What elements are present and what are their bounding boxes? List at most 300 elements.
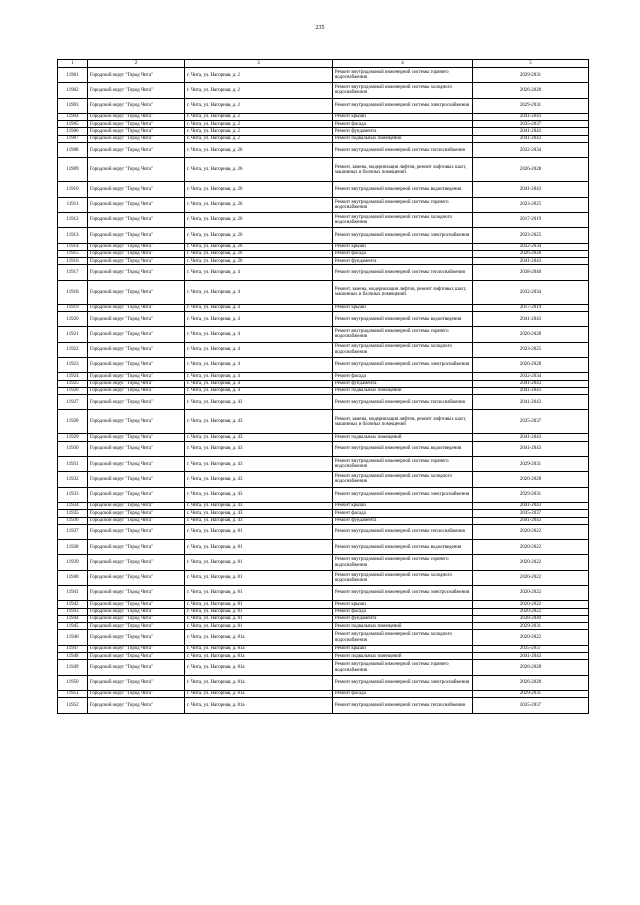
- work-type-cell: Ремонт, замена, модернизация лифтов, ремонт лифтовых шахт, машинных и блочных помещений: [333, 158, 473, 182]
- address-cell: г. Чита, ул. Нагорная, д. 2: [185, 83, 333, 98]
- municipality-cell: Городской округ "Город Чита": [88, 653, 185, 660]
- header-col-5: 5: [473, 60, 589, 68]
- table-row: [58, 395, 589, 410]
- period-cell: 2026-2028: [473, 250, 589, 257]
- period-cell: 2020-2022: [473, 555, 589, 570]
- municipality-cell: Городской округ "Город Чита": [88, 645, 185, 652]
- period-cell: 2020-2022: [473, 585, 589, 600]
- row-number-cell: 11940: [58, 570, 88, 585]
- period-cell: 2020-2022: [473, 540, 589, 555]
- address-cell: г. Чита, ул. Нагорная, д. 26: [185, 250, 333, 257]
- work-type-cell: Ремонт внутридомовой инженерной системы холодного водоснабжения: [333, 570, 473, 585]
- address-cell: г. Чита, ул. Нагорная, д. 26: [185, 158, 333, 182]
- row-number-cell: 11923: [58, 357, 88, 372]
- work-type-cell: Ремонт подвальных помещений: [333, 653, 473, 660]
- period-cell: 2041-2043: [473, 502, 589, 509]
- municipality-cell: Городской округ "Город Чита": [88, 312, 185, 327]
- municipality-cell: Городской округ "Город Чита": [88, 660, 185, 675]
- address-cell: г. Чита, ул. Нагорная, д. 81а: [185, 690, 333, 697]
- work-type-cell: Ремонт внутридомовой инженерной системы холодного водоснабжения: [333, 342, 473, 357]
- table-row: [58, 135, 589, 142]
- table-row: [58, 434, 589, 441]
- period-cell: 2032-2034: [473, 280, 589, 304]
- municipality-cell: Городской округ "Город Чита": [88, 197, 185, 212]
- address-cell: г. Чита, ул. Нагорная, д. 81: [185, 615, 333, 622]
- work-type-cell: Ремонт фасада: [333, 121, 473, 128]
- period-cell: 2041-2043: [473, 182, 589, 197]
- header-col-4: 4: [333, 60, 473, 68]
- row-number-cell: 11951: [58, 690, 88, 697]
- period-cell: 2020-2022: [473, 570, 589, 585]
- address-cell: г. Чита, ул. Нагорная, д. 43: [185, 487, 333, 502]
- table-row: [58, 304, 589, 311]
- row-number-cell: 11917: [58, 265, 88, 280]
- row-number-cell: 11942: [58, 601, 88, 608]
- table-row: [58, 623, 589, 630]
- period-cell: 2017-2019: [473, 212, 589, 227]
- row-number-cell: 11902: [58, 83, 88, 98]
- row-number-cell: 11928: [58, 410, 88, 434]
- period-cell: 2023-2025: [473, 228, 589, 243]
- row-number-cell: 11933: [58, 487, 88, 502]
- period-cell: 2026-2028: [473, 158, 589, 182]
- work-type-cell: Ремонт внутридомовой инженерной системы горячего водоснабжения: [333, 555, 473, 570]
- address-cell: г. Чита, ул. Нагорная, д. 2: [185, 98, 333, 113]
- municipality-cell: Городской округ "Город Чита": [88, 517, 185, 524]
- municipality-cell: Городской округ "Город Чита": [88, 441, 185, 456]
- period-cell: 2032-2034: [473, 373, 589, 380]
- row-number-cell: 11935: [58, 510, 88, 517]
- table-row: [58, 250, 589, 257]
- row-number-cell: 11912: [58, 212, 88, 227]
- row-number-cell: 11904: [58, 113, 88, 120]
- period-cell: 2035-2037: [473, 121, 589, 128]
- period-cell: 2041-2043: [473, 395, 589, 410]
- row-number-cell: 11913: [58, 228, 88, 243]
- table-row: [58, 570, 589, 585]
- row-number-cell: 11950: [58, 675, 88, 690]
- work-type-cell: Ремонт фасада: [333, 373, 473, 380]
- work-type-cell: Ремонт фундамента: [333, 128, 473, 135]
- table-row: [58, 630, 589, 645]
- row-number-cell: 11901: [58, 68, 88, 83]
- period-cell: 2041-2043: [473, 113, 589, 120]
- address-cell: г. Чита, ул. Нагорная, д. 4: [185, 280, 333, 304]
- row-number-cell: 11908: [58, 143, 88, 158]
- work-type-cell: Ремонт крыши: [333, 502, 473, 509]
- municipality-cell: Городской округ "Город Чита": [88, 212, 185, 227]
- work-type-cell: Ремонт фасада: [333, 608, 473, 615]
- repair-schedule-table: [57, 59, 589, 714]
- address-cell: г. Чита, ул. Нагорная, д. 81: [185, 585, 333, 600]
- municipality-cell: Городской округ "Город Чита": [88, 502, 185, 509]
- work-type-cell: Ремонт подвальных помещений: [333, 135, 473, 142]
- address-cell: г. Чита, ул. Нагорная, д. 43: [185, 457, 333, 472]
- period-cell: 2041-2043: [473, 441, 589, 456]
- row-number-cell: 11905: [58, 121, 88, 128]
- municipality-cell: Городской округ "Город Чита": [88, 327, 185, 342]
- table-row: [58, 83, 589, 98]
- table-row: [58, 441, 589, 456]
- table-row: [58, 357, 589, 372]
- municipality-cell: Городской округ "Город Чита": [88, 380, 185, 387]
- address-cell: г. Чита, ул. Нагорная, д. 26: [185, 212, 333, 227]
- work-type-cell: Ремонт фундамента: [333, 380, 473, 387]
- work-type-cell: Ремонт внутридомовой инженерной системы водоотведения: [333, 312, 473, 327]
- row-number-cell: 11932: [58, 472, 88, 487]
- municipality-cell: Городской округ "Город Чита": [88, 182, 185, 197]
- work-type-cell: Ремонт фасада: [333, 690, 473, 697]
- work-type-cell: Ремонт внутридомовой инженерной системы горячего водоснабжения: [333, 68, 473, 83]
- period-cell: 2038-2040: [473, 265, 589, 280]
- municipality-cell: Городской округ "Город Чита": [88, 304, 185, 311]
- municipality-cell: Городской округ "Город Чита": [88, 228, 185, 243]
- row-number-cell: 11924: [58, 373, 88, 380]
- table-body: [58, 68, 589, 714]
- address-cell: г. Чита, ул. Нагорная, д. 81а: [185, 630, 333, 645]
- row-number-cell: 11919: [58, 304, 88, 311]
- municipality-cell: Городской округ "Город Чита": [88, 601, 185, 608]
- municipality-cell: Городской округ "Город Чита": [88, 457, 185, 472]
- row-number-cell: 11945: [58, 623, 88, 630]
- table-row: [58, 698, 589, 713]
- work-type-cell: Ремонт внутридомовой инженерной системы электроснабжения: [333, 228, 473, 243]
- work-type-cell: Ремонт фасада: [333, 250, 473, 257]
- municipality-cell: Городской округ "Город Чита": [88, 690, 185, 697]
- work-type-cell: Ремонт крыши: [333, 601, 473, 608]
- municipality-cell: Городской округ "Город Чита": [88, 342, 185, 357]
- address-cell: г. Чита, ул. Нагорная, д. 43: [185, 441, 333, 456]
- period-cell: 2020-2022: [473, 608, 589, 615]
- table-row: [58, 690, 589, 697]
- address-cell: г. Чита, ул. Нагорная, д. 4: [185, 304, 333, 311]
- table-row: [58, 128, 589, 135]
- table-row: [58, 601, 589, 608]
- row-number-cell: 11906: [58, 128, 88, 135]
- municipality-cell: Городской округ "Город Чита": [88, 608, 185, 615]
- work-type-cell: Ремонт, замена, модернизация лифтов, ремонт лифтовых шахт, машинных и блочных помещений: [333, 410, 473, 434]
- period-cell: 2026-2028: [473, 327, 589, 342]
- work-type-cell: Ремонт внутридомовой инженерной системы электроснабжения: [333, 357, 473, 372]
- page-number: 235: [315, 25, 325, 31]
- table-row: [58, 585, 589, 600]
- address-cell: г. Чита, ул. Нагорная, д. 43: [185, 510, 333, 517]
- municipality-cell: Городской округ "Город Чита": [88, 387, 185, 394]
- period-cell: 2017-2019: [473, 304, 589, 311]
- period-cell: 2041-2043: [473, 380, 589, 387]
- table-row: [58, 517, 589, 524]
- municipality-cell: Городской округ "Город Чита": [88, 83, 185, 98]
- municipality-cell: Городской округ "Город Чита": [88, 524, 185, 539]
- municipality-cell: Городской округ "Город Чита": [88, 357, 185, 372]
- address-cell: г. Чита, ул. Нагорная, д. 81а: [185, 698, 333, 713]
- work-type-cell: Ремонт внутридомовой инженерной системы горячего водоснабжения: [333, 660, 473, 675]
- municipality-cell: Городской округ "Город Чита": [88, 98, 185, 113]
- row-number-cell: 11938: [58, 540, 88, 555]
- row-number-cell: 11941: [58, 585, 88, 600]
- row-number-cell: 11934: [58, 502, 88, 509]
- address-cell: г. Чита, ул. Нагорная, д. 81: [185, 540, 333, 555]
- address-cell: г. Чита, ул. Нагорная, д. 26: [185, 258, 333, 265]
- municipality-cell: Городской округ "Город Чита": [88, 395, 185, 410]
- row-number-cell: 11922: [58, 342, 88, 357]
- table-row: [58, 342, 589, 357]
- row-number-cell: 11903: [58, 98, 88, 113]
- municipality-cell: Городской округ "Город Чита": [88, 472, 185, 487]
- municipality-cell: Городской округ "Город Чита": [88, 615, 185, 622]
- address-cell: г. Чита, ул. Нагорная, д. 43: [185, 434, 333, 441]
- period-cell: 2020-2022: [473, 524, 589, 539]
- row-number-cell: 11929: [58, 434, 88, 441]
- table-row: [58, 524, 589, 539]
- work-type-cell: Ремонт фасада: [333, 510, 473, 517]
- work-type-cell: Ремонт подвальных помещений: [333, 387, 473, 394]
- municipality-cell: Городской округ "Город Чита": [88, 623, 185, 630]
- work-type-cell: Ремонт, замена, модернизация лифтов, ремонт лифтовых шахт, машинных и блочных помещений: [333, 280, 473, 304]
- municipality-cell: Городской округ "Город Чита": [88, 630, 185, 645]
- table-row: [58, 143, 589, 158]
- address-cell: г. Чита, ул. Нагорная, д. 81: [185, 608, 333, 615]
- address-cell: г. Чита, ул. Нагорная, д. 43: [185, 395, 333, 410]
- row-number-cell: 11931: [58, 457, 88, 472]
- header-col-2: 2: [88, 60, 185, 68]
- row-number-cell: 11952: [58, 698, 88, 713]
- address-cell: г. Чита, ул. Нагорная, д. 81: [185, 524, 333, 539]
- period-cell: 2038-2040: [473, 615, 589, 622]
- municipality-cell: Городской округ "Город Чита": [88, 570, 185, 585]
- address-cell: г. Чита, ул. Нагорная, д. 26: [185, 197, 333, 212]
- period-cell: 2041-2043: [473, 128, 589, 135]
- work-type-cell: Ремонт внутридомовой инженерной системы холодного водоснабжения: [333, 212, 473, 227]
- table-row: [58, 675, 589, 690]
- period-cell: 2041-2043: [473, 258, 589, 265]
- period-cell: 2035-2037: [473, 510, 589, 517]
- row-number-cell: 11944: [58, 615, 88, 622]
- table-row: [58, 197, 589, 212]
- period-cell: 2041-2043: [473, 653, 589, 660]
- municipality-cell: Городской округ "Город Чита": [88, 258, 185, 265]
- period-cell: 2029-2031: [473, 98, 589, 113]
- municipality-cell: Городской округ "Город Чита": [88, 135, 185, 142]
- work-type-cell: Ремонт внутридомовой инженерной системы теплоснабжения: [333, 524, 473, 539]
- table-row: [58, 68, 589, 83]
- work-type-cell: Ремонт крыши: [333, 304, 473, 311]
- municipality-cell: Городской округ "Город Чита": [88, 540, 185, 555]
- period-cell: 2026-2028: [473, 472, 589, 487]
- work-type-cell: Ремонт крыши: [333, 243, 473, 250]
- period-cell: 2041-2043: [473, 434, 589, 441]
- period-cell: 2029-2031: [473, 487, 589, 502]
- municipality-cell: Городской округ "Город Чита": [88, 121, 185, 128]
- table-row: [58, 410, 589, 434]
- table-row: [58, 113, 589, 120]
- table-row: [58, 280, 589, 304]
- address-cell: г. Чита, ул. Нагорная, д. 4: [185, 357, 333, 372]
- address-cell: г. Чита, ул. Нагорная, д. 4: [185, 387, 333, 394]
- municipality-cell: Городской округ "Город Чита": [88, 434, 185, 441]
- work-type-cell: Ремонт внутридомовой инженерной системы электроснабжения: [333, 675, 473, 690]
- address-cell: г. Чита, ул. Нагорная, д. 4: [185, 265, 333, 280]
- row-number-cell: 11926: [58, 387, 88, 394]
- table-row: [58, 265, 589, 280]
- period-cell: 2032-2034: [473, 243, 589, 250]
- work-type-cell: Ремонт внутридомовой инженерной системы холодного водоснабжения: [333, 83, 473, 98]
- work-type-cell: Ремонт внутридомовой инженерной системы водоотведения: [333, 540, 473, 555]
- period-cell: 2026-2028: [473, 83, 589, 98]
- municipality-cell: Городской округ "Город Чита": [88, 410, 185, 434]
- period-cell: 2020-2022: [473, 601, 589, 608]
- row-number-cell: 11911: [58, 197, 88, 212]
- period-cell: 2029-2031: [473, 68, 589, 83]
- table-row: [58, 653, 589, 660]
- address-cell: г. Чита, ул. Нагорная, д. 43: [185, 517, 333, 524]
- row-number-cell: 11915: [58, 250, 88, 257]
- table-row: [58, 327, 589, 342]
- table-row: [58, 502, 589, 509]
- table-row: [58, 387, 589, 394]
- address-cell: г. Чита, ул. Нагорная, д. 81: [185, 570, 333, 585]
- table-header-row: [58, 60, 589, 68]
- period-cell: 2026-2028: [473, 675, 589, 690]
- work-type-cell: Ремонт внутридомовой инженерной системы теплоснабжения: [333, 698, 473, 713]
- period-cell: 2023-2025: [473, 342, 589, 357]
- municipality-cell: Городской округ "Город Чита": [88, 585, 185, 600]
- table-row: [58, 258, 589, 265]
- work-type-cell: Ремонт крыши: [333, 645, 473, 652]
- period-cell: 2041-2043: [473, 517, 589, 524]
- table-row: [58, 645, 589, 652]
- row-number-cell: 11918: [58, 280, 88, 304]
- work-type-cell: Ремонт подвальных помещений: [333, 623, 473, 630]
- municipality-cell: Городской округ "Город Чита": [88, 555, 185, 570]
- work-type-cell: Ремонт внутридомовой инженерной системы горячего водоснабжения: [333, 327, 473, 342]
- header-col-3: 3: [185, 60, 333, 68]
- row-number-cell: 11930: [58, 441, 88, 456]
- work-type-cell: Ремонт внутридомовой инженерной системы холодного водоснабжения: [333, 630, 473, 645]
- address-cell: г. Чита, ул. Нагорная, д. 4: [185, 380, 333, 387]
- table-row: [58, 608, 589, 615]
- work-type-cell: Ремонт фундамента: [333, 517, 473, 524]
- table-row: [58, 373, 589, 380]
- period-cell: 2035-2037: [473, 698, 589, 713]
- municipality-cell: Городской округ "Город Чита": [88, 373, 185, 380]
- row-number-cell: 11947: [58, 645, 88, 652]
- table-row: [58, 540, 589, 555]
- municipality-cell: Городской округ "Город Чита": [88, 675, 185, 690]
- work-type-cell: Ремонт внутридомовой инженерной системы теплоснабжения: [333, 143, 473, 158]
- municipality-cell: Городской округ "Город Чита": [88, 158, 185, 182]
- row-number-cell: 11936: [58, 517, 88, 524]
- table-row: [58, 472, 589, 487]
- table-row: [58, 615, 589, 622]
- work-type-cell: Ремонт внутридомовой инженерной системы горячего водоснабжения: [333, 197, 473, 212]
- period-cell: 2041-2043: [473, 135, 589, 142]
- period-cell: 2023-2025: [473, 197, 589, 212]
- row-number-cell: 11916: [58, 258, 88, 265]
- address-cell: г. Чита, ул. Нагорная, д. 81: [185, 601, 333, 608]
- period-cell: 2029-2031: [473, 690, 589, 697]
- work-type-cell: Ремонт внутридомовой инженерной системы водоотведения: [333, 441, 473, 456]
- municipality-cell: Городской округ "Город Чита": [88, 265, 185, 280]
- table-row: [58, 660, 589, 675]
- address-cell: г. Чита, ул. Нагорная, д. 43: [185, 502, 333, 509]
- work-type-cell: Ремонт фундамента: [333, 615, 473, 622]
- address-cell: г. Чита, ул. Нагорная, д. 2: [185, 135, 333, 142]
- municipality-cell: Городской округ "Город Чита": [88, 510, 185, 517]
- row-number-cell: 11946: [58, 630, 88, 645]
- table-row: [58, 380, 589, 387]
- work-type-cell: Ремонт крыши: [333, 113, 473, 120]
- municipality-cell: Городской округ "Город Чита": [88, 113, 185, 120]
- work-type-cell: Ремонт внутридомовой инженерной системы электроснабжения: [333, 98, 473, 113]
- table-row: [58, 312, 589, 327]
- period-cell: 2035-2037: [473, 645, 589, 652]
- table-row: [58, 457, 589, 472]
- table-row: [58, 510, 589, 517]
- municipality-cell: Городской округ "Город Чита": [88, 243, 185, 250]
- work-type-cell: Ремонт внутридомовой инженерной системы горячего водоснабжения: [333, 457, 473, 472]
- address-cell: г. Чита, ул. Нагорная, д. 4: [185, 342, 333, 357]
- municipality-cell: Городской округ "Город Чита": [88, 143, 185, 158]
- address-cell: г. Чита, ул. Нагорная, д. 81: [185, 555, 333, 570]
- work-type-cell: Ремонт фундамента: [333, 258, 473, 265]
- period-cell: 2041-2043: [473, 312, 589, 327]
- address-cell: г. Чита, ул. Нагорная, д. 4: [185, 327, 333, 342]
- address-cell: г. Чита, ул. Нагорная, д. 2: [185, 113, 333, 120]
- work-type-cell: Ремонт внутридомовой инженерной системы водоотведения: [333, 182, 473, 197]
- table-row: [58, 228, 589, 243]
- table-row: [58, 158, 589, 182]
- municipality-cell: Городской округ "Город Чита": [88, 280, 185, 304]
- municipality-cell: Городской округ "Город Чита": [88, 68, 185, 83]
- table-row: [58, 212, 589, 227]
- table-row: [58, 98, 589, 113]
- row-number-cell: 11907: [58, 135, 88, 142]
- address-cell: г. Чита, ул. Нагорная, д. 43: [185, 472, 333, 487]
- period-cell: 2035-2037: [473, 410, 589, 434]
- row-number-cell: 11943: [58, 608, 88, 615]
- row-number-cell: 11925: [58, 380, 88, 387]
- row-number-cell: 11920: [58, 312, 88, 327]
- period-cell: 2029-2031: [473, 457, 589, 472]
- municipality-cell: Городской округ "Город Чита": [88, 487, 185, 502]
- period-cell: 2032-2034: [473, 143, 589, 158]
- address-cell: г. Чита, ул. Нагорная, д. 26: [185, 143, 333, 158]
- address-cell: г. Чита, ул. Нагорная, д. 4: [185, 373, 333, 380]
- header-col-1: 1: [58, 60, 88, 68]
- address-cell: г. Чита, ул. Нагорная, д. 81: [185, 623, 333, 630]
- municipality-cell: Городской округ "Город Чита": [88, 128, 185, 135]
- table-row: [58, 243, 589, 250]
- address-cell: г. Чита, ул. Нагорная, д. 43: [185, 410, 333, 434]
- address-cell: г. Чита, ул. Нагорная, д. 26: [185, 182, 333, 197]
- row-number-cell: 11937: [58, 524, 88, 539]
- period-cell: 2029-2031: [473, 623, 589, 630]
- work-type-cell: Ремонт внутридомовой инженерной системы теплоснабжения: [333, 265, 473, 280]
- row-number-cell: 11948: [58, 653, 88, 660]
- period-cell: 2020-2022: [473, 630, 589, 645]
- row-number-cell: 11910: [58, 182, 88, 197]
- address-cell: г. Чита, ул. Нагорная, д. 2: [185, 128, 333, 135]
- municipality-cell: Городской округ "Город Чита": [88, 250, 185, 257]
- address-cell: г. Чита, ул. Нагорная, д. 81а: [185, 675, 333, 690]
- address-cell: г. Чита, ул. Нагорная, д. 2: [185, 68, 333, 83]
- municipality-cell: Городской округ "Город Чита": [88, 698, 185, 713]
- row-number-cell: 11949: [58, 660, 88, 675]
- row-number-cell: 11939: [58, 555, 88, 570]
- period-cell: 2026-2028: [473, 357, 589, 372]
- row-number-cell: 11914: [58, 243, 88, 250]
